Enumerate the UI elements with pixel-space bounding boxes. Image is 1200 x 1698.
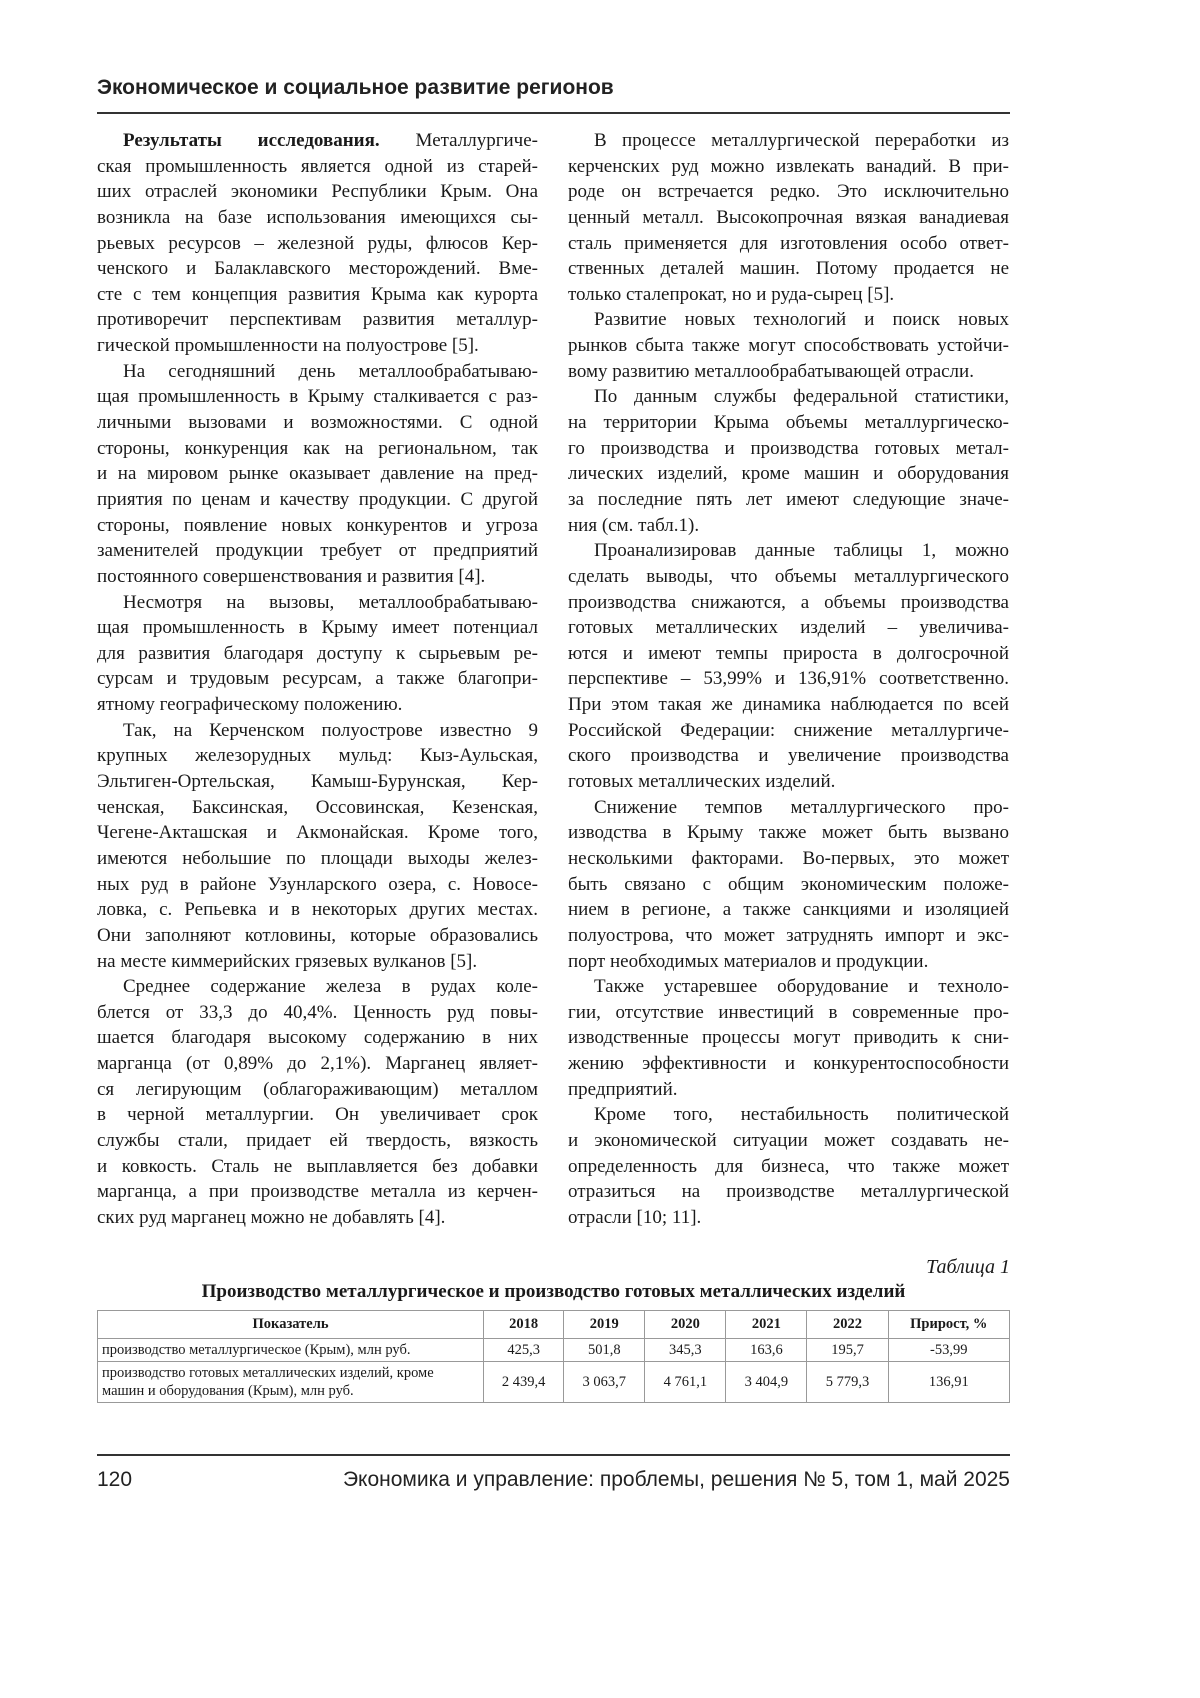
text-line bbox=[568, 205, 1009, 231]
text-line bbox=[568, 974, 1009, 1000]
line-text: и ковкость. Сталь не выплавляется без добавки bbox=[97, 1156, 538, 1177]
text-line bbox=[97, 513, 538, 539]
journal-info: Экономика и управление: проблемы, решения № 5, том 1, май 2025 bbox=[343, 1468, 1010, 1492]
text-line bbox=[568, 641, 1009, 667]
text-line bbox=[97, 436, 538, 462]
text-line bbox=[568, 538, 1009, 564]
text-line bbox=[568, 179, 1009, 205]
text-line bbox=[97, 923, 538, 949]
table-header-row bbox=[98, 1311, 1010, 1339]
text-line bbox=[568, 615, 1009, 641]
text-line bbox=[97, 872, 538, 898]
line-text: изводства в Крыму также может быть вызвано bbox=[568, 822, 1009, 843]
paragraph-lead: Результаты исследования. bbox=[123, 130, 380, 151]
text-line bbox=[97, 205, 538, 231]
line-text: Среднее содержание железа в рудах коле- bbox=[123, 976, 538, 997]
paragraph bbox=[97, 359, 538, 590]
text-line bbox=[568, 1205, 1009, 1231]
row-label: производство готовых металлических изделий, кроме машин и оборудования (Крым), млн руб. bbox=[98, 1362, 484, 1403]
text-line bbox=[568, 743, 1009, 769]
page-number: 120 bbox=[97, 1468, 132, 1492]
paragraph bbox=[568, 128, 1009, 307]
text-line bbox=[568, 333, 1009, 359]
line-text: шается благодаря высокому содержанию в них bbox=[97, 1027, 538, 1048]
line-text: ственных деталей машин. Потому продается не bbox=[568, 258, 1009, 279]
text-line bbox=[568, 410, 1009, 436]
line-text: Проанализировав данные таблицы 1, можно bbox=[594, 540, 1009, 561]
line-text: имеются небольшие по площади выходы желез- bbox=[97, 848, 538, 869]
text-line bbox=[568, 307, 1009, 333]
table-row bbox=[98, 1362, 1010, 1403]
text-line bbox=[97, 384, 538, 410]
text-line bbox=[568, 1025, 1009, 1051]
text-line bbox=[97, 359, 538, 385]
row-label: производство металлургическое (Крым), млн руб. bbox=[98, 1339, 484, 1362]
line-text: и экономической ситуации может создавать не- bbox=[568, 1130, 1009, 1151]
cell-value: 3 063,7 bbox=[564, 1362, 645, 1403]
line-text: несколькими факторами. Во-первых, это может bbox=[568, 848, 1009, 869]
line-text: Они заполняют котловины, которые образовались bbox=[97, 925, 538, 946]
line-text: службы стали, придает ей твердость, вязкость bbox=[97, 1130, 538, 1151]
header-rule bbox=[97, 112, 1010, 114]
left-column bbox=[97, 128, 538, 1231]
line-text: ченского и Балаклавского месторождений. Вме- bbox=[97, 258, 538, 279]
text-line bbox=[568, 897, 1009, 923]
text-line bbox=[97, 1102, 538, 1128]
line-text: и на мировом рынке оказывает давление на пред- bbox=[97, 463, 538, 484]
table-caption: Таблица 1 bbox=[926, 1256, 1010, 1279]
line-text: керченских руд можно извлекать ванадий. В при- bbox=[568, 156, 1009, 177]
text-line bbox=[568, 666, 1009, 692]
text-line bbox=[97, 1051, 538, 1077]
line-text: роде он встречается редко. Это исключительно bbox=[568, 181, 1009, 202]
cell-value: 501,8 bbox=[564, 1339, 645, 1362]
text-line bbox=[97, 692, 538, 718]
text-line bbox=[568, 795, 1009, 821]
line-text: перспективе – 53,99% и 136,91% соответственно. bbox=[568, 668, 1009, 689]
text-line bbox=[97, 410, 538, 436]
text-line bbox=[97, 897, 538, 923]
column-header: Прирост, % bbox=[888, 1311, 1009, 1339]
line-text: лических изделий, кроме машин и оборудования bbox=[568, 463, 1009, 484]
paragraph bbox=[97, 718, 538, 974]
line-text: По данным службы федеральной статистики, bbox=[594, 386, 1009, 407]
text-line bbox=[97, 718, 538, 744]
line-text: Кроме того, нестабильность политической bbox=[594, 1104, 1009, 1125]
text-line bbox=[97, 1128, 538, 1154]
text-line bbox=[97, 256, 538, 282]
cell-value: 4 761,1 bbox=[645, 1362, 726, 1403]
right-column bbox=[568, 128, 1009, 1231]
paragraph bbox=[568, 538, 1009, 794]
text-line bbox=[568, 154, 1009, 180]
cell-value: 163,6 bbox=[726, 1339, 807, 1362]
line-text: При этом такая же динамика наблюдается по всей bbox=[568, 694, 1009, 715]
text-line bbox=[97, 1154, 538, 1180]
line-text: противоречит перспективам развития металлур- bbox=[97, 309, 538, 330]
text-line bbox=[97, 615, 538, 641]
line-text: на месте киммерийских грязевых вулканов [5]. bbox=[97, 951, 477, 972]
paragraph bbox=[97, 128, 538, 359]
line-text: На сегодняшний день металлообрабатываю- bbox=[123, 361, 538, 382]
text-line bbox=[568, 949, 1009, 975]
text-line bbox=[97, 461, 538, 487]
text-line bbox=[97, 333, 538, 359]
text-line bbox=[97, 1000, 538, 1026]
line-text: го производства и производства готовых метал- bbox=[568, 438, 1009, 459]
paragraph bbox=[568, 974, 1009, 1102]
text-line bbox=[97, 666, 538, 692]
line-text: определенность для бизнеса, что также может bbox=[568, 1156, 1009, 1177]
paragraph bbox=[97, 974, 538, 1230]
footer-rule bbox=[97, 1454, 1010, 1456]
text-line bbox=[568, 1051, 1009, 1077]
line-text: отрасли [10; 11]. bbox=[568, 1207, 701, 1228]
text-line bbox=[97, 641, 538, 667]
text-line bbox=[568, 1128, 1009, 1154]
line-text: порт необходимых материалов и продукции. bbox=[568, 951, 928, 972]
line-text: стороны, конкуренция как на региональном, так bbox=[97, 438, 538, 459]
line-text: сделать выводы, что объемы металлургического bbox=[568, 566, 1009, 587]
column-header: Показатель bbox=[98, 1311, 484, 1339]
text-line bbox=[97, 128, 538, 154]
text-line bbox=[97, 769, 538, 795]
line-text: марганца, а при производстве металла из керчен- bbox=[97, 1181, 538, 1202]
text-line bbox=[568, 513, 1009, 539]
line-text: ятному географическому положению. bbox=[97, 694, 402, 715]
line-text: ших отраслей экономики Республики Крым. Она bbox=[97, 181, 538, 202]
line-text: сталь применяется для изготовления особо ответ- bbox=[568, 233, 1009, 254]
text-line bbox=[568, 846, 1009, 872]
line-text: Развитие новых технологий и поиск новых bbox=[594, 309, 1009, 330]
line-text: быть связано с общим экономическим положе- bbox=[568, 874, 1009, 895]
paragraph bbox=[568, 307, 1009, 384]
text-line bbox=[568, 564, 1009, 590]
text-line bbox=[568, 590, 1009, 616]
text-line bbox=[568, 1077, 1009, 1103]
text-line bbox=[568, 359, 1009, 385]
text-line bbox=[568, 1000, 1009, 1026]
text-line bbox=[568, 384, 1009, 410]
text-line bbox=[97, 590, 538, 616]
cell-value: 5 779,3 bbox=[807, 1362, 888, 1403]
line-text: ских руд марганец можно не добавлять [4]. bbox=[97, 1207, 445, 1228]
text-line bbox=[568, 1154, 1009, 1180]
line-text: постоянного совершенствования и развития [4]. bbox=[97, 566, 485, 587]
table-row bbox=[98, 1339, 1010, 1362]
line-text: ются и имеют темпы прироста в долгосрочной bbox=[568, 643, 1009, 664]
text-line bbox=[97, 564, 538, 590]
text-line bbox=[97, 487, 538, 513]
text-line bbox=[568, 692, 1009, 718]
line-text: ловка, с. Репьевка и в некоторых других местах. bbox=[97, 899, 538, 920]
line-text: готовых металлических изделий. bbox=[568, 771, 835, 792]
line-text: производства снижаются, а объемы производства bbox=[568, 592, 1009, 613]
paragraph bbox=[568, 384, 1009, 538]
text-line bbox=[568, 718, 1009, 744]
line-text: ценный металл. Высокопрочная вязкая ванадиевая bbox=[568, 207, 1009, 228]
line-text: в черной металлургии. Он увеличивает срок bbox=[97, 1104, 538, 1125]
line-text: Так, на Керченском полуострове известно 9 bbox=[123, 720, 538, 741]
paragraph bbox=[97, 590, 538, 718]
line-text: ния (см. табл.1). bbox=[568, 515, 699, 536]
text-line bbox=[97, 743, 538, 769]
paragraph bbox=[568, 1102, 1009, 1230]
text-line bbox=[568, 923, 1009, 949]
line-text: гической промышленности на полуострове [5]. bbox=[97, 335, 479, 356]
line-text: нием в регионе, а также санкциями и изоляцией bbox=[568, 899, 1009, 920]
text-line bbox=[568, 1102, 1009, 1128]
cell-value: 2 439,4 bbox=[484, 1362, 564, 1403]
text-line bbox=[97, 538, 538, 564]
line-text: ных руд в районе Узунларского озера, с. Новосе- bbox=[97, 874, 538, 895]
line-text: Снижение темпов металлургического про- bbox=[594, 797, 1009, 818]
line-text: щая промышленность в Крыму имеет потенциал bbox=[97, 617, 538, 638]
line-text: Чегене-Акташская и Акмонайская. Кроме того, bbox=[97, 822, 538, 843]
cell-value: 136,91 bbox=[888, 1362, 1009, 1403]
cell-value: 3 404,9 bbox=[726, 1362, 807, 1403]
line-text: щая промышленность в Крыму сталкивается с раз- bbox=[97, 386, 538, 407]
page-footer bbox=[97, 1468, 1010, 1492]
text-line bbox=[568, 769, 1009, 795]
line-text: Металлургиче- bbox=[380, 130, 538, 151]
line-text: крупных железорудных мульд: Кыз-Аульская, bbox=[97, 745, 538, 766]
column-header: 2021 bbox=[726, 1311, 807, 1339]
line-text: заменителей продукции требует от предприятий bbox=[97, 540, 538, 561]
text-line bbox=[568, 820, 1009, 846]
text-line bbox=[97, 820, 538, 846]
text-line bbox=[568, 1179, 1009, 1205]
line-text: Российской Федерации: снижение металлургиче- bbox=[568, 720, 1009, 741]
cell-value: -53,99 bbox=[888, 1339, 1009, 1362]
text-line bbox=[568, 487, 1009, 513]
line-text: рьевых ресурсов – железной руды, флюсов Кер- bbox=[97, 233, 538, 254]
text-line bbox=[97, 1077, 538, 1103]
line-text: приятия по ценам и качеству продукции. С другой bbox=[97, 489, 538, 510]
text-line bbox=[97, 231, 538, 257]
cell-value: 345,3 bbox=[645, 1339, 726, 1362]
text-line bbox=[568, 436, 1009, 462]
line-text: гии, отсутствие инвестиций в современные про- bbox=[568, 1002, 1009, 1023]
running-header: Экономическое и социальное развитие регионов bbox=[97, 76, 614, 100]
column-header: 2018 bbox=[484, 1311, 564, 1339]
line-text: сте с тем концепция развития Крыма как курорта bbox=[97, 284, 538, 305]
line-text: личными вызовами и возможностями. С одной bbox=[97, 412, 538, 433]
column-header: 2019 bbox=[564, 1311, 645, 1339]
column-header: 2022 bbox=[807, 1311, 888, 1339]
line-text: ченская, Баксинская, Оссовинская, Кезенская, bbox=[97, 797, 538, 818]
line-text: ся легирующим (облагораживающим) металлом bbox=[97, 1079, 538, 1100]
line-text: возникла на базе использования имеющихся сы- bbox=[97, 207, 538, 228]
line-text: Также устаревшее оборудование и техноло- bbox=[594, 976, 1009, 997]
text-line bbox=[97, 949, 538, 975]
text-line bbox=[568, 231, 1009, 257]
text-line bbox=[568, 872, 1009, 898]
line-text: изводственные процессы могут приводить к сни- bbox=[568, 1027, 1009, 1048]
line-text: блется от 33,3 до 40,4%. Ценность руд повы- bbox=[97, 1002, 538, 1023]
text-line bbox=[568, 461, 1009, 487]
line-text: марганца (от 0,89% до 2,1%). Марганец являет- bbox=[97, 1053, 538, 1074]
line-text: отразиться на производстве металлургической bbox=[568, 1181, 1009, 1202]
line-text: Несмотря на вызовы, металлообрабатываю- bbox=[123, 592, 538, 613]
text-line bbox=[97, 795, 538, 821]
cell-value: 195,7 bbox=[807, 1339, 888, 1362]
text-line bbox=[97, 307, 538, 333]
text-line bbox=[568, 128, 1009, 154]
line-text: рынков сбыта также могут способствовать устойчи- bbox=[568, 335, 1009, 356]
line-text: полуострова, что может затруднять импорт и экс- bbox=[568, 925, 1009, 946]
text-line bbox=[97, 1205, 538, 1231]
text-line bbox=[97, 846, 538, 872]
text-line bbox=[568, 282, 1009, 308]
line-text: предприятий. bbox=[568, 1079, 677, 1100]
text-line bbox=[568, 256, 1009, 282]
line-text: за последние пять лет имеют следующие значе- bbox=[568, 489, 1009, 510]
data-table bbox=[97, 1310, 1010, 1403]
paragraph bbox=[568, 795, 1009, 974]
column-header: 2020 bbox=[645, 1311, 726, 1339]
line-text: Эльтиген-Ортельская, Камыш-Бурунская, Кер- bbox=[97, 771, 538, 792]
line-text: ского производства и увеличение производства bbox=[568, 745, 1009, 766]
line-text: стороны, появление новых конкурентов и угроза bbox=[97, 515, 538, 536]
cell-value: 425,3 bbox=[484, 1339, 564, 1362]
line-text: сурсам и трудовым ресурсам, а также благопри- bbox=[97, 668, 538, 689]
text-line bbox=[97, 154, 538, 180]
table-title: Производство металлургическое и производство готовых металлических изделий bbox=[97, 1281, 1010, 1303]
line-text: на территории Крыма объемы металлургическо- bbox=[568, 412, 1009, 433]
line-text: для развития благодаря доступу к сырьевым ре- bbox=[97, 643, 538, 664]
line-text: вому развитию металлообрабатывающей отрасли. bbox=[568, 361, 974, 382]
line-text: ская промышленность является одной из старей- bbox=[97, 156, 538, 177]
line-text: только сталепрокат, но и руда-сырец [5]. bbox=[568, 284, 894, 305]
line-text: готовых металлических изделий – увеличива- bbox=[568, 617, 1009, 638]
text-line bbox=[97, 179, 538, 205]
text-line bbox=[97, 974, 538, 1000]
line-text: жению эффективности и конкурентоспособности bbox=[568, 1053, 1009, 1074]
text-line bbox=[97, 1025, 538, 1051]
text-line bbox=[97, 282, 538, 308]
text-line bbox=[97, 1179, 538, 1205]
line-text: В процессе металлургической переработки из bbox=[594, 130, 1009, 151]
